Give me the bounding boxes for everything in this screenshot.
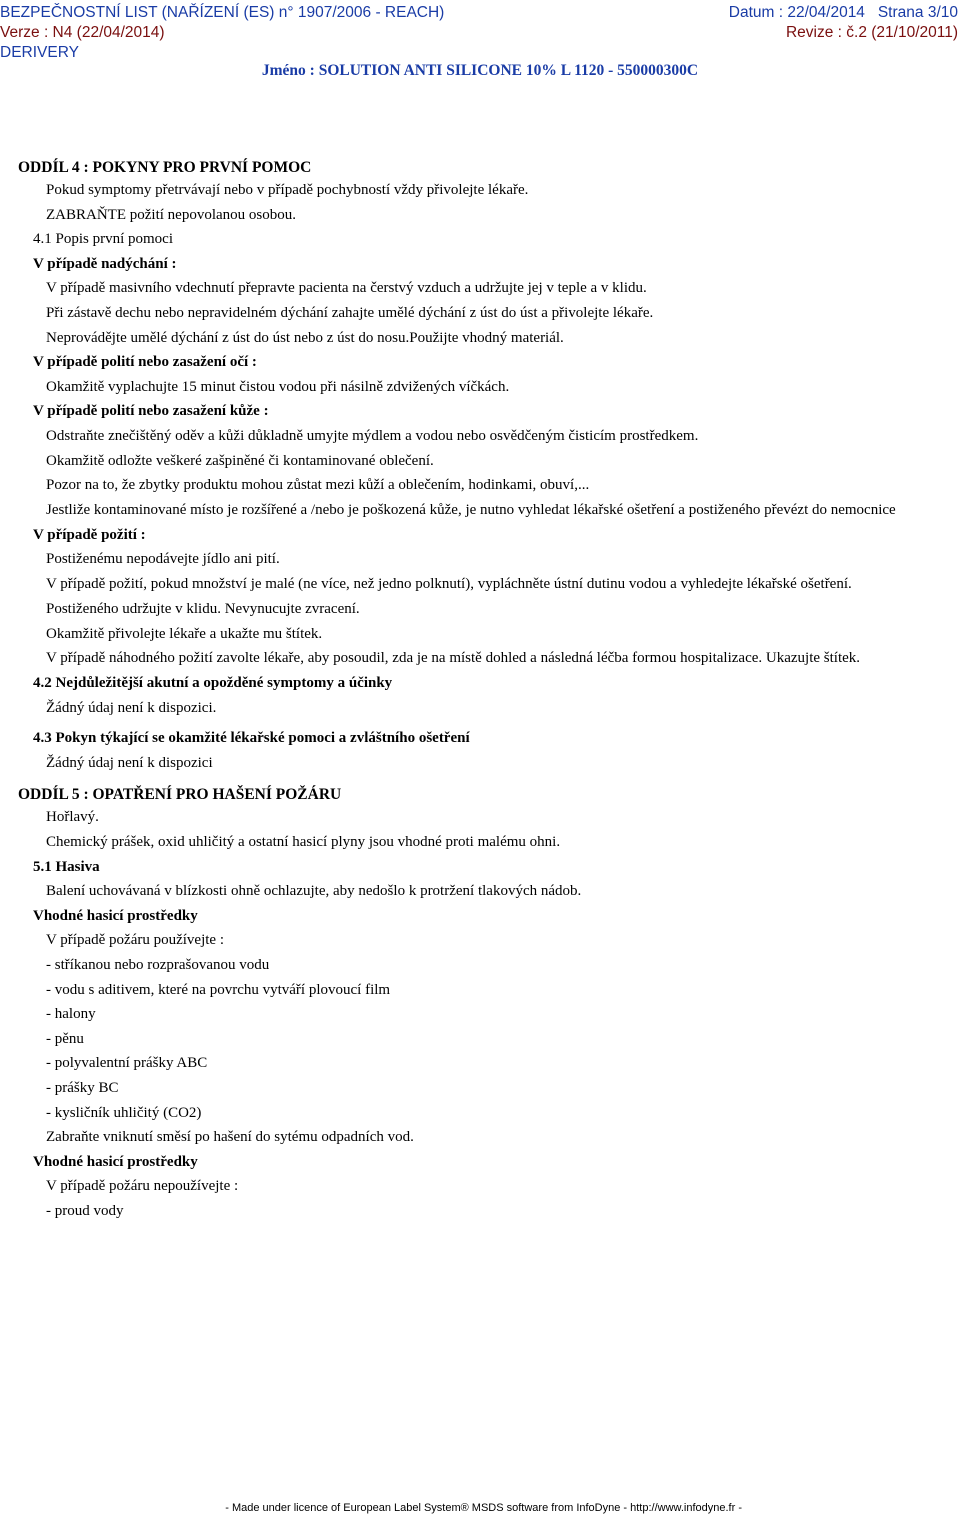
eyes-title: V případě polití nebo zasažení očí :	[33, 354, 257, 371]
inhalation-item: Neprovádějte umělé dýchání z úst do úst nebo z úst do nosu.Použijte vhodný materiál.	[46, 329, 564, 346]
skin-item: Odstraňte znečištěný oděv a kůži důkladně umyjte mýdlem a vodou nebo osvědčeným čisticím prostředkem.	[46, 427, 699, 444]
s5-intro-2: Chemický prášek, oxid uhličitý a ostatní hasicí plyny jsou vhodné proti malému ohni.	[46, 834, 561, 851]
suitable-note: Zabraňte vniknutí směsí po hašení do sytému odpadních vod.	[46, 1129, 414, 1146]
suitable-item: - prášky BC	[46, 1080, 119, 1096]
suitable-item: - pěnu	[46, 1030, 84, 1047]
company-name: DERIVERY	[0, 44, 79, 61]
footer-licence: - Made under licence of European Label System® MSDS software from InfoDyne - http://www.infodyne.fr -	[225, 1502, 742, 1514]
suitable-intro: V případě požáru používejte :	[46, 932, 224, 949]
document-body	[0, 158, 960, 1224]
ingestion-item: V případě náhodného požití zavolte lékaře, aby posoudil, zda je na místě dohled a následná léčba formou hospitalizace. Ukazujte štítek.	[46, 650, 861, 667]
skin-title: V případě polití nebo zasažení kůže :	[33, 403, 269, 420]
skin-item: Pozor na to, že zbytky produktu mohou zůstat mezi kůží a oblečením, hodinkami, obuví,...	[46, 477, 590, 494]
s41-title: 4.1 Popis první pomoci	[33, 231, 174, 248]
s43-text: Žádný údaj není k dispozici	[46, 754, 213, 771]
revision: Revize : č.2 (21/10/2011)	[785, 24, 958, 41]
ingestion-item: V případě požití, pokud množství je malé (ne více, než jedno polknutí), vypláchněte ústní dutinu vodou a vyhledejte lékařské ošetření.	[46, 575, 852, 592]
suitable-item: - vodu s aditivem, které na povrchu vytváří plovoucí film	[46, 981, 391, 998]
unsuitable-intro: V případě požáru nepoužívejte :	[46, 1178, 239, 1195]
s51-title: 5.1 Hasiva	[33, 858, 100, 875]
inhalation-title: V případě nadýchání :	[33, 255, 177, 272]
ingestion-item: Postiženému nepodávejte jídlo ani pití.	[46, 551, 280, 568]
suitable-item: - halony	[46, 1006, 96, 1023]
section-4-title: ODDÍL 4 : POKYNY PRO PRVNÍ POMOC	[18, 159, 312, 176]
s4-intro-2: ZABRAŇTE požití nepovolanou osobou.	[46, 206, 296, 223]
suitable-title: Vhodné hasicí prostředky	[33, 907, 198, 924]
section-5-title: ODDÍL 5 : OPATŘENÍ PRO HAŠENÍ POŽÁRU	[18, 786, 342, 804]
suitable-item: - polyvalentní prášky ABC	[46, 1055, 208, 1072]
suitable-item: - stříkanou nebo rozprašovanou vodu	[46, 957, 270, 974]
inhalation-item: V případě masivního vdechnutí přepravte pacienta na čerstvý vzduch a udržujte jej v teple a v klidu.	[46, 280, 647, 297]
unsuitable-title: Vhodné hasicí prostředky	[33, 1153, 198, 1170]
s43-title: 4.3 Pokyn týkající se okamžité lékařské pomoci a zvláštního ošetření	[33, 730, 470, 747]
version: Verze : N4 (22/04/2014)	[0, 24, 165, 41]
suitable-item: - kysličník uhličitý (CO2)	[46, 1104, 202, 1121]
skin-item: Okamžitě odložte veškeré zašpiněné či kontaminované oblečení.	[46, 452, 434, 469]
s5-intro-1: Hořlavý.	[46, 809, 99, 826]
s51-text: Balení uchovávaná v blízkosti ohně ochlazujte, aby nedošlo k protržení tlakových nádob.	[46, 883, 582, 900]
date-page: Datum : 22/04/2014 Strana 3/10	[728, 4, 958, 21]
ingestion-item: Postiženého udržujte v klidu. Nevynucujte zvracení.	[46, 600, 360, 617]
skin-item: Jestliže kontaminované místo je rozšířené a /nebo je poškozená kůže, je nutno vyhledat lékařské ošetření a postiženého převézt do nemocnice	[46, 501, 896, 518]
product-name: Jméno : SOLUTION ANTI SILICONE 10% L 1120 - 550000300C	[261, 62, 699, 79]
s4-intro-1: Pokud symptomy přetrvávají nebo v případě pochybností vždy přivolejte lékaře.	[46, 182, 529, 198]
document-title: BEZPEČNOSTNÍ LIST (NAŘÍZENÍ (ES) n° 1907/2006 - REACH)	[0, 4, 445, 21]
ingestion-title: V případě požití :	[33, 526, 146, 543]
unsuitable-item: - proud vody	[46, 1202, 124, 1219]
s42-title: 4.2 Nejdůležitější akutní a opožděné symptomy a účinky	[33, 675, 393, 692]
ingestion-item: Okamžitě přivolejte lékaře a ukažte mu štítek.	[46, 625, 323, 642]
s42-text: Žádný údaj není k dispozici.	[46, 699, 217, 716]
eyes-item: Okamžitě vyplachujte 15 minut čistou vodou při násilně zdvižených víčkách.	[46, 378, 510, 395]
inhalation-item: Při zástavě dechu nebo nepravidelném dýchání zahajte umělé dýchání z úst do úst a přivolejte lékaře.	[46, 304, 654, 321]
